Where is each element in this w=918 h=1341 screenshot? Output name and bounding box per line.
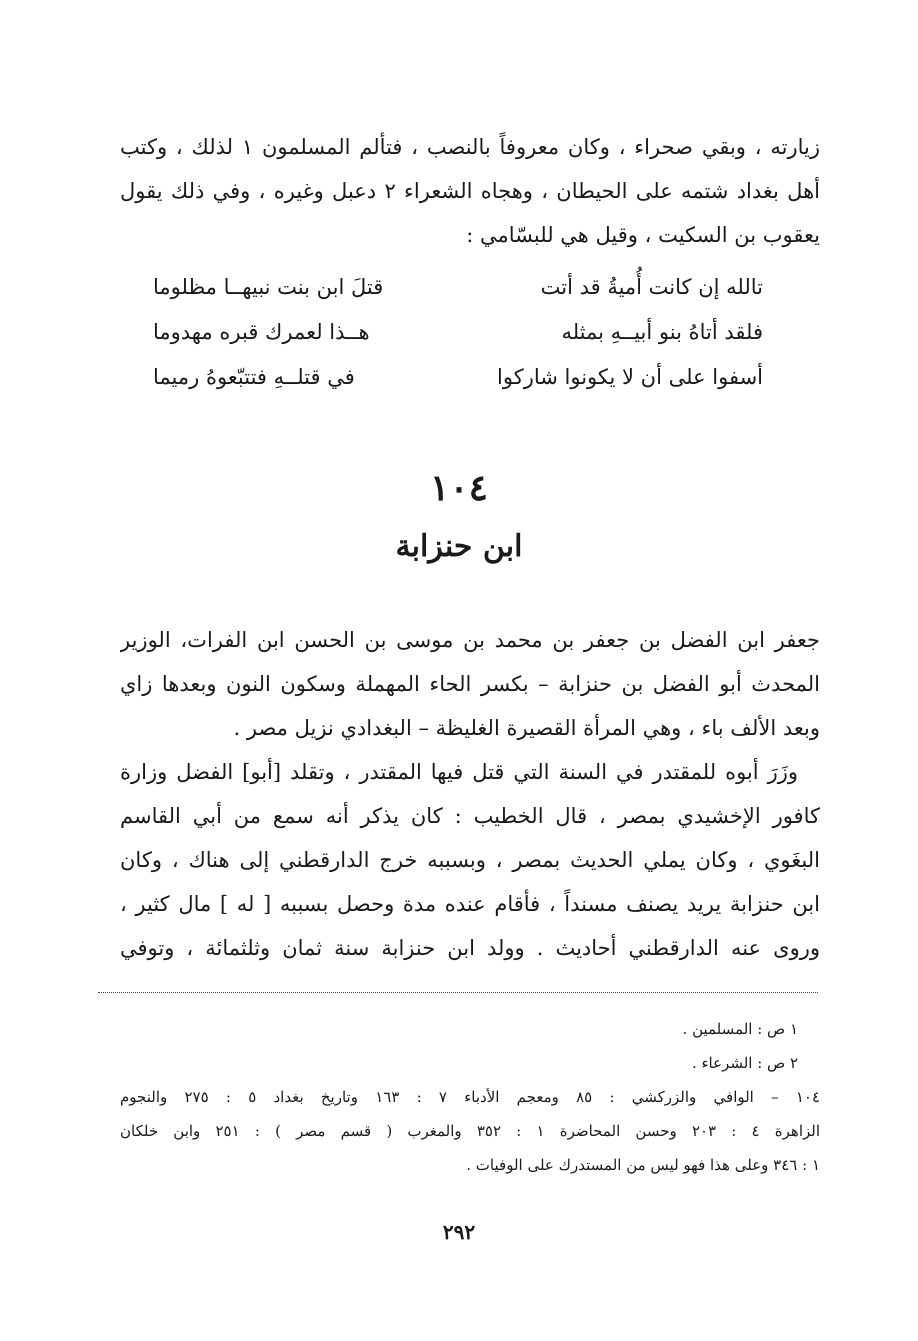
verse-second-hemistich: في قتلــهِ فتتبّعوهُ رميما	[153, 365, 355, 389]
entry-title: ابن حنزابة	[395, 529, 523, 564]
text-line: ابن حنزابة يريد يصنف مسنداً ، فأقام عنده مدة وحصل بسببه [ له ] مال كثير ،	[120, 892, 820, 916]
verse-first-hemistich: فلقد أتاهُ بنو أبيــهِ بمثله	[561, 320, 763, 344]
footnotes	[120, 1012, 820, 1182]
poem-verse	[153, 310, 763, 355]
text-line: وبعد الألف باء ، وهي المرأة القصيرة الغليظة – البغدادي نزيل مصر .	[233, 716, 820, 740]
poem-verse	[153, 265, 763, 310]
text-line: زيارته ، وبقي صحراء ، وكان معروفاً بالنصب ، فتألم المسلمون ١ لذلك ، وكتب	[120, 135, 820, 159]
verse-first-hemistich: تالله إن كانت أُميةُ قد أتت	[540, 275, 763, 299]
verse-second-hemistich: قتلَ ابن بنت نبيهــا مظلوما	[153, 275, 384, 299]
text-line: وروى عنه الدارقطني أحاديث . وولد ابن حنزابة سنة ثمان وثلثمائة ، وتوفي	[120, 936, 820, 960]
text-line: يعقوب بن السكيت ، وقيل هي للبسّامي :	[466, 223, 820, 247]
poem	[153, 265, 763, 400]
footnote: ١ ص : المسلمين .	[682, 1020, 798, 1038]
text-line: المحدث أبو الفضل بن حنزابة – بكسر الحاء المهملة وسكون النون وبعدها زاي	[120, 672, 820, 696]
verse-first-hemistich: أسفوا على أن لا يكونوا شاركوا	[497, 365, 763, 389]
footnote: ٢ ص : الشرعاء .	[691, 1054, 798, 1072]
footnote-separator	[98, 992, 818, 993]
text-line: جعفر ابن الفضل بن جعفر بن محمد بن موسى بن الحسن ابن الفرات، الوزير	[120, 628, 820, 652]
text-line: أهل بغداد شتمه على الحيطان ، وهجاه الشعراء ٢ دعبل وغيره ، وفي ذلك يقول	[120, 179, 820, 203]
page-number: ٢٩٢	[442, 1220, 476, 1244]
text-line: وزَرَ أبوه للمقتدر في السنة التي قتل فيها المقتدر ، وتقلد [أبو] الفضل وزارة	[120, 760, 798, 784]
entry-paragraph	[120, 618, 820, 750]
verse-second-hemistich: هــذا لعمرك قبره مهدوما	[153, 320, 370, 344]
footnote: ١ : ٣٤٦ وعلى هذا فهو ليس من المستدرك على الوفيات .	[466, 1156, 820, 1174]
entry-number: ١٠٤	[429, 467, 488, 509]
footnote: الزاهرة ٤ : ٢٠٣ وحسن المحاضرة ١ : ٣٥٢ والمغرب ( قسم مصر ) : ٢٥١ وابن خلكان	[120, 1122, 820, 1140]
text-line: البغَوي ، وكان يملي الحديث بمصر ، وبسببه خرج الدارقطني إلى هناك ، وكان	[120, 848, 820, 872]
poem-verse	[153, 355, 763, 400]
entry-paragraph	[120, 750, 820, 970]
text-line: كافور الإخشيدي بمصر ، قال الخطيب : كان يذكر أنه سمع من أبي القاسم	[120, 804, 820, 828]
top-paragraph	[120, 125, 820, 257]
footnote: ١٠٤ – الوافي والزركشي : ٨٥ ومعجم الأدباء ٧ : ١٦٣ وتاريخ بغداد ٥ : ٢٧٥ والنجوم	[120, 1088, 820, 1106]
